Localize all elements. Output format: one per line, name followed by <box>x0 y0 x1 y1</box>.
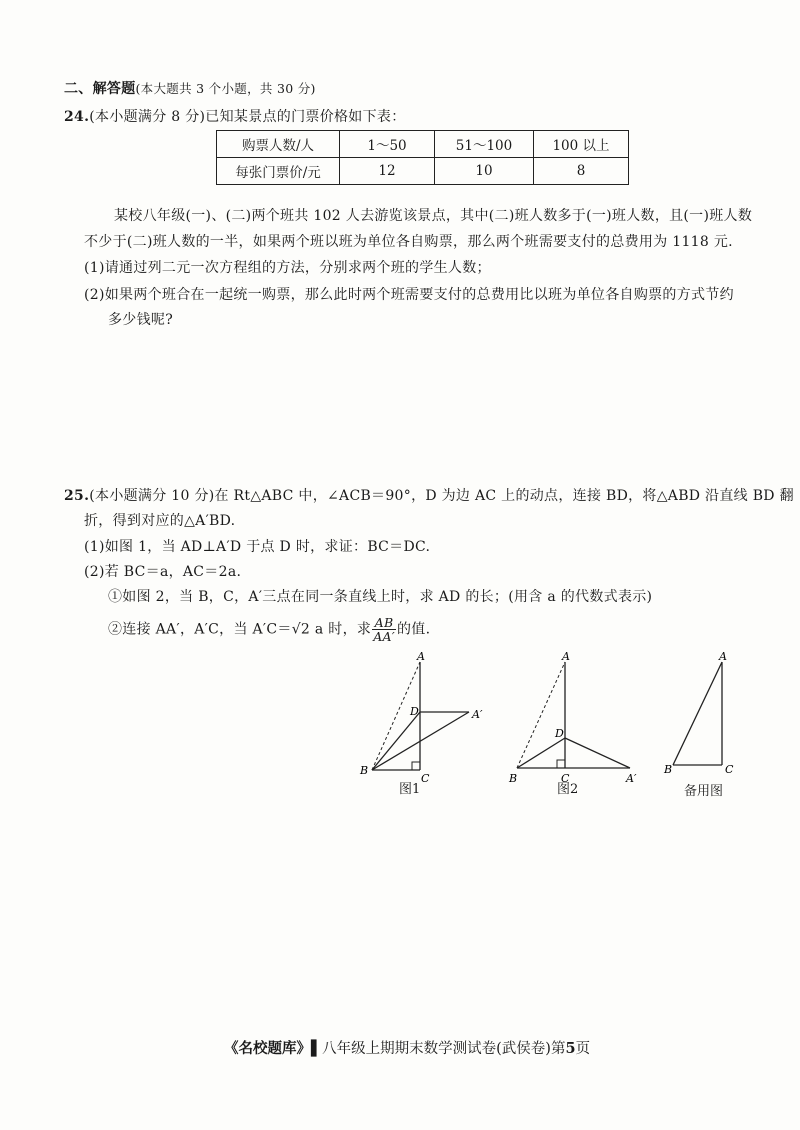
q25-sub-question-2-2 <box>108 616 430 643</box>
figure-1-caption: 图1 <box>399 782 421 797</box>
table-header-cell: 51～100 <box>435 131 534 158</box>
spare-figure-caption: 备用图 <box>684 784 724 799</box>
q24-number: 24. <box>64 109 90 125</box>
footer-separator: ▌ <box>311 1040 323 1057</box>
label-d: D <box>555 727 564 740</box>
right-angle-mark <box>557 760 565 768</box>
section-note: (本大题共 3 个小题，共 30 分) <box>135 81 316 96</box>
label-a-prime: A′ <box>626 772 637 785</box>
ticket-price-table <box>216 130 629 185</box>
table-cell: 10 <box>435 158 534 185</box>
q24-paragraph-1: 某校八年级(一)、(二)两个班共 102 人去游览该景点，其中(二)班人数多于(一)班人数，且(一)班人数 <box>114 208 753 224</box>
table-header-cell: 1～50 <box>340 131 435 158</box>
page-number: 5 <box>565 1040 576 1057</box>
figure-1-diagram <box>355 648 495 798</box>
label-c: C <box>725 763 734 776</box>
table-header-cell: 购票人数/人 <box>217 131 340 158</box>
table-row <box>217 158 629 185</box>
exam-title: 八年级上期期末数学测试卷(武侯卷)第 <box>322 1041 566 1057</box>
fraction-denominator: AA′ <box>373 629 395 644</box>
right-angle-mark <box>412 762 420 770</box>
ratio-fraction <box>372 616 396 643</box>
page-footer <box>224 1037 590 1058</box>
page-suffix: 页 <box>575 1041 591 1057</box>
q25-line-2: 折，得到对应的△A′BD. <box>84 513 236 529</box>
figure-2-diagram <box>500 648 650 798</box>
segment-da-prime <box>565 738 630 768</box>
q25-sub2-2-end: 的值. <box>396 621 431 638</box>
segment-bd <box>372 712 420 770</box>
q24-sub-question-2: (2)如果两个班合在一起统一购票，那么此时两个班需要支付的总费用比以班为单位各自购票的方式节约 <box>84 287 734 303</box>
label-d: D <box>410 705 419 718</box>
segment-ab-dashed <box>517 662 565 768</box>
table-header-cell: 100 以上 <box>534 131 629 158</box>
q24-intro-line <box>64 106 406 126</box>
table-row <box>217 131 629 158</box>
section-title: 二、解答题 <box>64 81 136 97</box>
q25-stem: (本小题满分 10 分)在 Rt△ABC 中，∠ACB＝90°，D 为边 AC 上的动点，连接 BD，将△ABD 沿直线 BD 翻 <box>89 488 794 504</box>
q25-sub2-2-text: ②连接 AA′，A′C，当 A′C＝√2 a 时，求 <box>108 621 372 638</box>
table-cell: 每张门票价/元 <box>217 158 340 185</box>
q24-paragraph-2: 不少于(二)班人数的一半，如果两个班以班为单位各自购票，那么两个班需要支付的总费用为 1118 元. <box>84 234 733 250</box>
q25-sub-question-1: (1)如图 1，当 AD⊥A′D 于点 D 时，求证：BC＝DC. <box>84 539 431 555</box>
section-header <box>64 78 316 98</box>
segment-ab <box>673 662 722 765</box>
q25-sub-question-2: (2)若 BC＝a，AC＝2a. <box>84 564 242 580</box>
label-b: B <box>664 763 673 776</box>
q24-sub-question-1: (1)请通过列二元一次方程组的方法，分别求两个班的学生人数； <box>84 260 491 276</box>
label-a: A <box>417 650 425 663</box>
q25-line-1 <box>64 485 794 505</box>
label-b: B <box>509 772 518 785</box>
fraction-numerator: AB <box>372 616 396 630</box>
label-a-prime: A′ <box>472 708 483 721</box>
label-c: C <box>421 772 430 785</box>
q24-sub-question-2-cont: 多少钱呢? <box>108 312 174 328</box>
figure-2-caption: 图2 <box>557 782 579 797</box>
table-cell: 8 <box>534 158 629 185</box>
q25-sub-question-2-1: ①如图 2，当 B，C，A′三点在同一条直线上时，求 AD 的长；(用含 a 的代数式表示) <box>108 589 653 605</box>
label-a: A <box>562 650 570 663</box>
q25-number: 25. <box>64 488 90 504</box>
book-title: 《名校题库》 <box>224 1040 311 1057</box>
label-b: B <box>360 764 369 777</box>
spare-figure-diagram <box>665 648 755 798</box>
table-cell: 12 <box>340 158 435 185</box>
label-c: C <box>561 772 570 785</box>
label-a: A <box>719 650 727 663</box>
q24-intro: (本小题满分 8 分)已知某景点的门票价格如下表： <box>89 109 406 125</box>
